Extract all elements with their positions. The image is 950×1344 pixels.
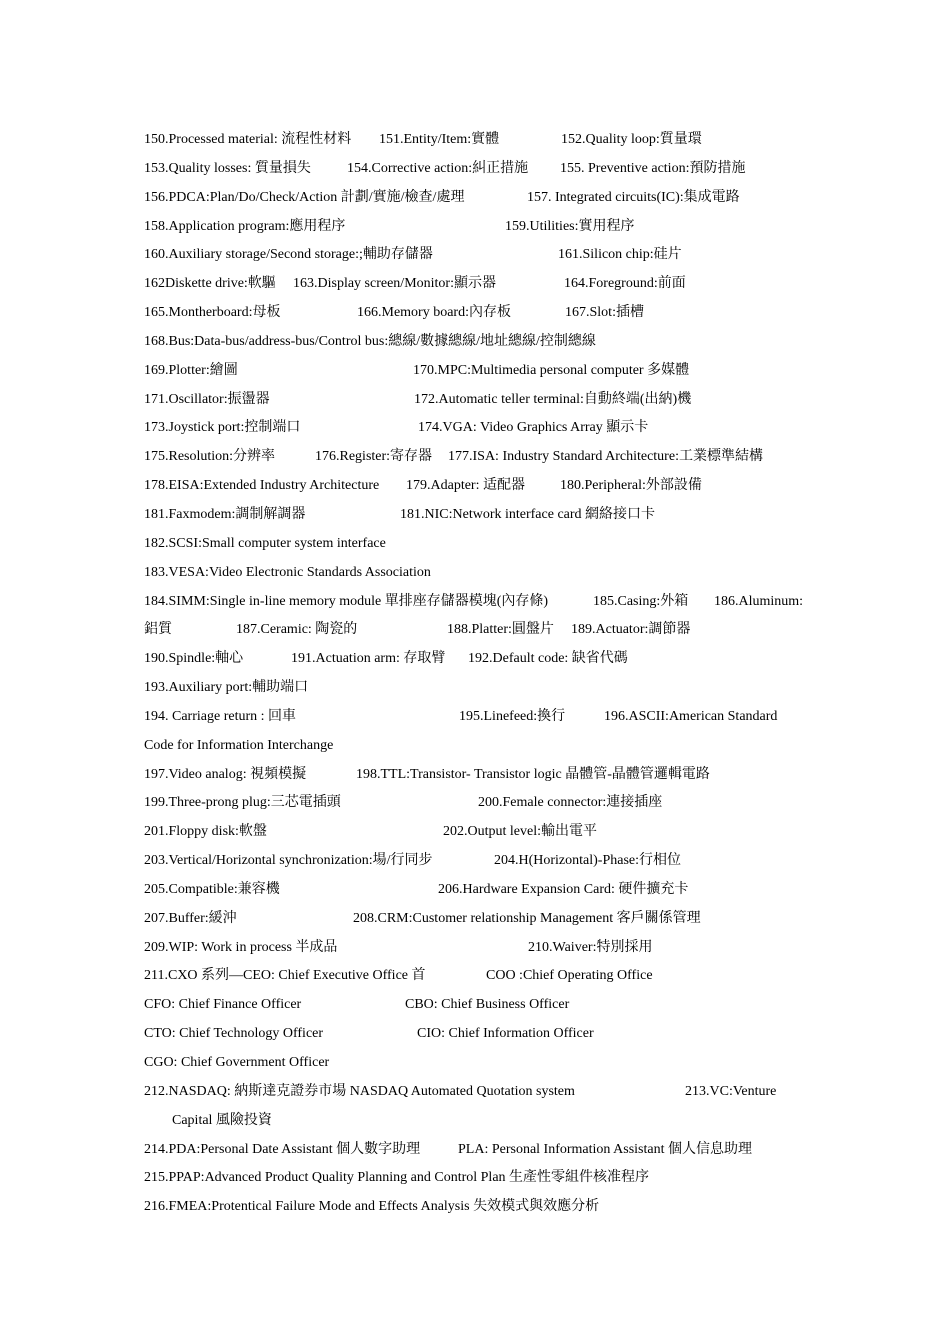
- glossary-entry: 157. Integrated circuits(IC):集成電路: [527, 189, 740, 205]
- glossary-entry: 190.Spindle:軸心: [144, 651, 244, 667]
- glossary-line: [144, 414, 814, 443]
- glossary-entry: Capital 風險投資: [172, 1112, 272, 1128]
- glossary-entry: 196.ASCII:American Standard: [604, 708, 778, 724]
- glossary-entry: 203.Vertical/Horizontal synchronization:場/行同步: [144, 853, 433, 869]
- glossary-line: [144, 703, 814, 732]
- glossary-line: [144, 501, 814, 530]
- glossary-entry: 174.VGA: Video Graphics Array 顯示卡: [418, 420, 649, 436]
- glossary-entry: 178.EISA:Extended Industry Architecture: [144, 478, 380, 494]
- glossary-entry: 169.Plotter:繪圖: [144, 362, 238, 378]
- glossary-entry: 207.Buffer:緩沖: [144, 910, 237, 926]
- glossary-entry: 181.Faxmodem:調制解調器: [144, 506, 306, 522]
- glossary-entry: 160.Auxiliary storage/Second storage:;輔助存儲器: [144, 247, 433, 263]
- glossary-entry: 154.Corrective action:糾正措施: [347, 160, 529, 176]
- glossary-line: [144, 299, 814, 328]
- glossary-entry: CFO: Chief Finance Officer: [144, 997, 302, 1013]
- glossary-entry: 166.Memory board:內存板: [357, 305, 511, 321]
- glossary-entry: 189.Actuator:調節器: [571, 622, 691, 638]
- glossary-entry: 206.Hardware Expansion Card: 硬件擴充卡: [438, 881, 689, 897]
- glossary-line: [144, 847, 814, 876]
- glossary-line: [144, 616, 814, 645]
- glossary-entry: 182.SCSI:Small computer system interface: [144, 535, 386, 551]
- glossary-entry: 213.VC:Venture: [685, 1083, 777, 1099]
- glossary-line: [144, 530, 814, 559]
- glossary-entry: 200.Female connector:連接插座: [478, 795, 663, 811]
- glossary-entry: 193.Auxiliary port:輔助端口: [144, 680, 309, 696]
- glossary-entry: 204.H(Horizontal)-Phase:行相位: [494, 853, 682, 869]
- glossary-line: [144, 1049, 814, 1078]
- glossary-body: [144, 126, 814, 1222]
- glossary-line: [144, 876, 814, 905]
- glossary-entry: 177.ISA: Industry Standard Architecture:工業標準結構: [448, 449, 763, 465]
- glossary-entry: 158.Application program:應用程序: [144, 218, 346, 234]
- glossary-entry: 209.WIP: Work in process 半成品: [144, 939, 338, 955]
- glossary-entry: 159.Utilities:實用程序: [505, 218, 635, 234]
- glossary-entry: 195.Linefeed:換行: [459, 708, 566, 724]
- glossary-entry: 163.Display screen/Monitor:顯示器: [293, 276, 496, 292]
- glossary-entry: 155. Preventive action:預防措施: [560, 160, 746, 176]
- glossary-entry: 212.NASDAQ: 納斯達克證券市場 NASDAQ Automated Quotation system: [144, 1083, 575, 1099]
- glossary-entry: 214.PDA:Personal Date Assistant 個人數字助理: [144, 1141, 421, 1157]
- glossary-line: [144, 1020, 814, 1049]
- glossary-entry: 164.Foreground:前面: [564, 276, 686, 292]
- glossary-entry: 188.Platter:圓盤片: [447, 622, 554, 638]
- glossary-entry: 192.Default code: 缺省代碼: [468, 651, 628, 667]
- glossary-line: [144, 1107, 814, 1136]
- glossary-line: [144, 213, 814, 242]
- glossary-line: [144, 991, 814, 1020]
- glossary-line: [144, 818, 814, 847]
- glossary-line: [144, 1078, 814, 1107]
- glossary-line: [144, 559, 814, 588]
- glossary-entry: 153.Quality losses: 質量損失: [144, 160, 311, 176]
- glossary-entry: 156.PDCA:Plan/Do/Check/Action 計劃/實施/檢查/處理: [144, 189, 465, 205]
- glossary-entry: 185.Casing:外箱: [593, 593, 689, 609]
- glossary-line: [144, 241, 814, 270]
- glossary-line: [144, 645, 814, 674]
- glossary-entry: 162Diskette drive:軟驅: [144, 276, 276, 292]
- glossary-entry: 208.CRM:Customer relationship Management 客戶關係管理: [353, 910, 701, 926]
- glossary-line: [144, 588, 814, 617]
- glossary-line: [144, 328, 814, 357]
- glossary-entry: CTO: Chief Technology Officer: [144, 1026, 324, 1042]
- glossary-entry: COO :Chief Operating Office: [486, 968, 653, 984]
- glossary-line: [144, 1136, 814, 1165]
- glossary-entry: 216.FMEA:Protentical Failure Mode and Effects Analysis 失效模式與效應分析: [144, 1199, 600, 1215]
- glossary-line: [144, 905, 814, 934]
- glossary-entry: 211.CXO 系列—CEO: Chief Executive Office 首: [144, 968, 426, 984]
- glossary-entry: 152.Quality loop:質量環: [561, 132, 702, 147]
- glossary-entry: 187.Ceramic: 陶瓷的: [236, 622, 358, 638]
- glossary-entry: 194. Carriage return : 回車: [144, 708, 297, 724]
- glossary-entry: 172.Automatic teller terminal:自動終端(出納)機: [414, 391, 692, 407]
- glossary-entry: 鋁質: [144, 622, 172, 638]
- glossary-line: [144, 934, 814, 963]
- glossary-entry: CGO: Chief Government Officer: [144, 1055, 330, 1070]
- glossary-entry: 176.Register:寄存器: [315, 449, 433, 465]
- glossary-entry: 181.NIC:Network interface card 網絡接口卡: [400, 506, 656, 522]
- glossary-entry: 210.Waiver:特別採用: [528, 939, 653, 955]
- glossary-entry: Code for Information Interchange: [144, 737, 334, 753]
- glossary-entry: CBO: Chief Business Officer: [405, 997, 570, 1013]
- glossary-line: [144, 761, 814, 790]
- glossary-entry: 170.MPC:Multimedia personal computer 多媒體: [413, 362, 690, 378]
- glossary-entry: 165.Montherboard:母板: [144, 305, 281, 321]
- glossary-line: [144, 732, 814, 761]
- glossary-line: [144, 126, 814, 155]
- glossary-entry: 199.Three-prong plug:三芯電插頭: [144, 795, 341, 811]
- glossary-entry: 198.TTL:Transistor- Transistor logic 晶體管-晶體管邏輯電路: [356, 766, 710, 782]
- glossary-entry: 180.Peripheral:外部設備: [560, 478, 702, 494]
- glossary-entry: PLA: Personal Information Assistant 個人信息助理: [458, 1141, 752, 1157]
- glossary-entry: 201.Floppy disk:軟盤: [144, 824, 267, 840]
- glossary-line: [144, 443, 814, 472]
- glossary-entry: 197.Video analog: 視頻模擬: [144, 766, 307, 782]
- glossary-entry: 184.SIMM:Single in-line memory module 單排座存儲器模塊(內存條): [144, 593, 549, 609]
- glossary-entry: 183.VESA:Video Electronic Standards Association: [144, 564, 431, 580]
- glossary-entry: 168.Bus:Data-bus/address-bus/Control bus:總線/數據總線/地址總線/控制總線: [144, 333, 596, 349]
- glossary-entry: 205.Compatible:兼容機: [144, 881, 280, 897]
- glossary-entry: 173.Joystick port:控制端口: [144, 420, 301, 436]
- glossary-line: [144, 789, 814, 818]
- glossary-entry: CIO: Chief Information Officer: [417, 1026, 594, 1042]
- glossary-entry: 202.Output level:輸出電平: [443, 824, 597, 840]
- glossary-line: [144, 674, 814, 703]
- glossary-line: [144, 962, 814, 991]
- glossary-entry: 186.Aluminum:: [714, 593, 804, 609]
- glossary-entry: 151.Entity/Item:實體: [379, 132, 500, 147]
- glossary-entry: 167.Slot:插槽: [565, 305, 644, 321]
- glossary-line: [144, 386, 814, 415]
- glossary-line: [144, 155, 814, 184]
- glossary-line: [144, 270, 814, 299]
- glossary-line: [144, 1193, 814, 1222]
- glossary-entry: 191.Actuation arm: 存取臂: [291, 651, 446, 667]
- glossary-entry: 150.Processed material: 流程性材料: [144, 132, 352, 147]
- glossary-line: [144, 1164, 814, 1193]
- glossary-entry: 215.PPAP:Advanced Product Quality Planning and Control Plan 生產性零組件核准程序: [144, 1170, 650, 1186]
- glossary-entry: 179.Adapter: 适配器: [406, 478, 525, 494]
- glossary-entry: 175.Resolution:分辨率: [144, 449, 276, 465]
- glossary-line: [144, 357, 814, 386]
- glossary-line: [144, 472, 814, 501]
- glossary-entry: 171.Oscillator:振盪器: [144, 391, 270, 407]
- glossary-line: [144, 184, 814, 213]
- glossary-entry: 161.Silicon chip:硅片: [558, 247, 682, 263]
